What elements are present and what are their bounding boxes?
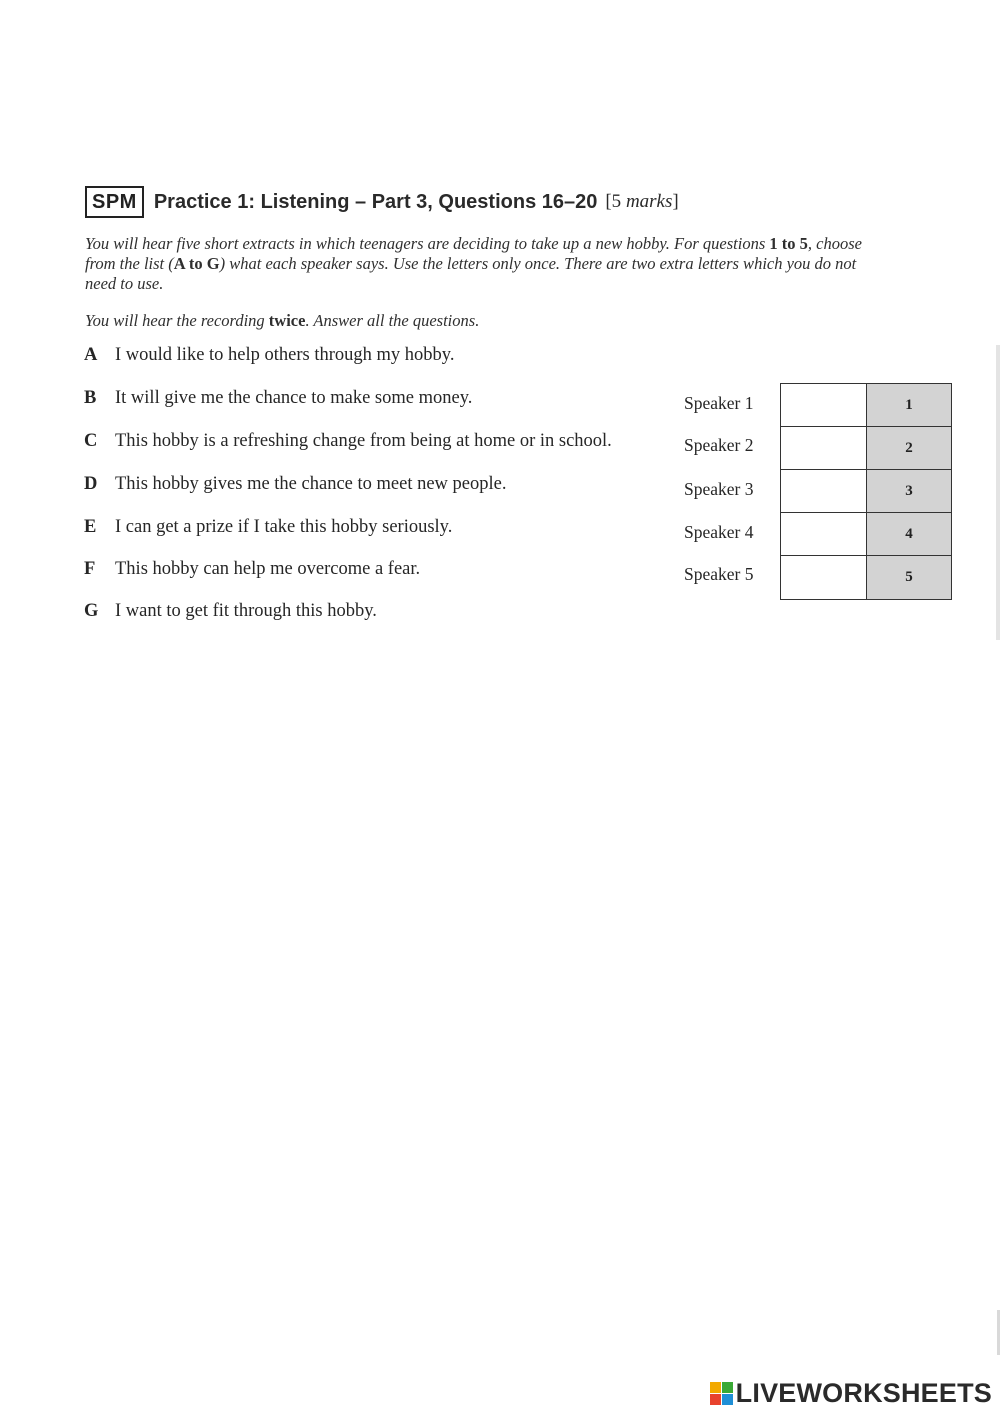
answer-box-speaker-1[interactable]	[781, 384, 867, 426]
answer-row	[781, 556, 951, 599]
answer-box-speaker-3[interactable]	[781, 470, 867, 512]
option-letter: C	[84, 431, 98, 451]
option-a	[84, 345, 454, 366]
spm-badge: SPM	[85, 186, 144, 218]
page-title: Practice 1: Listening – Part 3, Questions 16–20	[153, 190, 598, 213]
logo-square	[722, 1394, 733, 1405]
option-e	[84, 517, 452, 538]
option-c	[84, 431, 612, 452]
logo-text: LIVEWORKSHEETS	[735, 1378, 992, 1408]
option-letter: B	[84, 388, 97, 408]
option-b	[84, 388, 472, 409]
answer-row	[781, 470, 951, 513]
answer-grid	[780, 383, 952, 600]
answer-row	[781, 513, 951, 556]
speaker-label-3: Speaker 3	[684, 479, 754, 499]
option-text: I can get a prize if I take this hobby seriously.	[115, 517, 453, 537]
option-f	[84, 559, 420, 580]
liveworksheets-logo	[710, 1378, 992, 1409]
option-letter: G	[84, 601, 99, 621]
speaker-label-1: Speaker 1	[684, 393, 754, 413]
logo-square	[710, 1382, 721, 1393]
answer-row	[781, 384, 951, 427]
option-letter: D	[84, 474, 98, 494]
answer-box-speaker-4[interactable]	[781, 513, 867, 555]
section-heading	[85, 186, 679, 218]
option-letter: E	[84, 517, 97, 537]
answer-box-speaker-2[interactable]	[781, 427, 867, 469]
option-text: This hobby is a refreshing change from being at home or in school.	[115, 431, 612, 451]
option-text: It will give me the chance to make some money.	[115, 388, 473, 408]
logo-square	[722, 1382, 733, 1393]
question-number: 4	[867, 513, 951, 555]
logo-icon	[710, 1382, 733, 1405]
question-number: 5	[867, 556, 951, 599]
marks-label: [5 marks]	[605, 191, 679, 212]
option-d	[84, 474, 506, 495]
option-text: I want to get fit through this hobby.	[115, 601, 377, 621]
speaker-label-4: Speaker 4	[684, 522, 754, 542]
option-g	[84, 601, 377, 622]
option-text: This hobby gives me the chance to meet new people.	[115, 474, 507, 494]
answer-row	[781, 427, 951, 470]
page-edge-shadow	[996, 345, 1000, 640]
option-text: This hobby can help me overcome a fear.	[115, 559, 421, 579]
logo-square	[710, 1394, 721, 1405]
recording-instructions: You will hear the recording twice. Answer all the questions.	[85, 311, 480, 330]
option-letter: F	[84, 559, 96, 579]
question-number: 1	[867, 384, 951, 426]
question-number: 2	[867, 427, 951, 469]
option-letter: A	[84, 345, 98, 365]
speaker-label-2: Speaker 2	[684, 435, 754, 455]
speaker-label-5: Speaker 5	[684, 564, 754, 584]
answer-box-speaker-5[interactable]	[781, 556, 867, 599]
option-text: I would like to help others through my hobby.	[115, 345, 455, 365]
instructions-paragraph: You will hear five short extracts in which teenagers are deciding to take up a new hobby. For questions 1 to 5, choose from the list (A to G) what each speaker says. Use the letters only once. There are two extra letters which you do not need to use.	[85, 234, 862, 293]
question-number: 3	[867, 470, 951, 512]
